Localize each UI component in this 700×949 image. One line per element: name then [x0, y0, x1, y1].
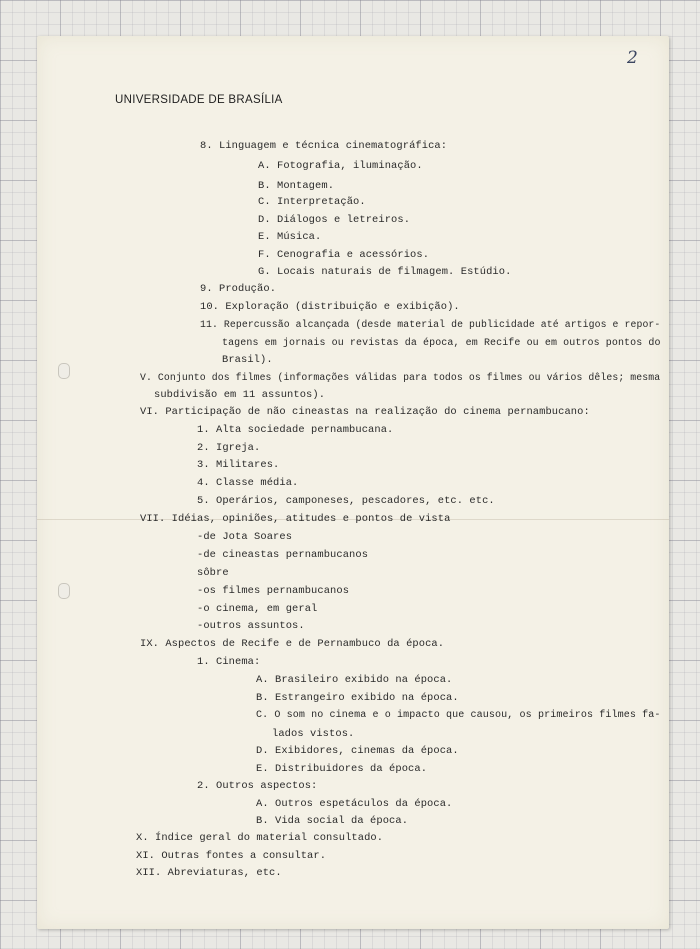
outline-line: X. Índice geral do material consultado. [136, 832, 384, 844]
outline-line: IX. Aspectos de Recife e de Pernambuco da época. [140, 638, 445, 650]
outline-line: tagens em jornais ou revistas da época, em Recife ou em outros pontos do [222, 337, 661, 348]
punch-hole-upper [58, 363, 70, 379]
punch-hole-lower [58, 583, 70, 599]
outline-line: -outros assuntos. [197, 620, 305, 632]
outline-line: subdivisão em 11 assuntos). [154, 389, 326, 401]
outline-line: 2. Outros aspectos: [197, 780, 318, 792]
outline-line: A. Brasileiro exibido na época. [256, 674, 453, 686]
outline-line: 11. Repercussão alcançada (desde material de publicidade até artigos e repor- [200, 319, 661, 330]
outline-line: 9. Produção. [200, 283, 277, 295]
outline-line: 1. Alta sociedade pernambucana. [197, 424, 394, 436]
outline-line: 2. Igreja. [197, 442, 261, 454]
outline-line: XII. Abreviaturas, etc. [136, 867, 282, 879]
outline-line: 5. Operários, camponeses, pescadores, etc. etc. [197, 495, 495, 507]
outline-line: sôbre [197, 567, 229, 579]
outline-line: G. Locais naturais de filmagem. Estúdio. [258, 266, 512, 278]
outline-line: -de cineastas pernambucanos [197, 549, 369, 561]
outline-line: C. Interpretação. [258, 196, 366, 208]
outline-line: 8. Linguagem e técnica cinematográfica: [200, 140, 448, 152]
outline-line: 3. Militares. [197, 459, 280, 471]
outline-line: A. Fotografia, iluminação. [258, 160, 423, 172]
outline-line: -os filmes pernambucanos [197, 585, 350, 597]
outline-line: Brasil). [222, 354, 273, 366]
outline-line: VI. Participação de não cineastas na realização do cinema pernambucano: [140, 406, 590, 418]
outline-line: XI. Outras fontes a consultar. [136, 850, 327, 862]
outline-line: A. Outros espetáculos da época. [256, 798, 453, 810]
outline-line: D. Diálogos e letreiros. [258, 214, 411, 226]
outline-line: D. Exibidores, cinemas da época. [256, 745, 459, 757]
outline-line: 4. Classe média. [197, 477, 299, 489]
outline-line: lados vistos. [272, 728, 355, 740]
outline-line: F. Cenografia e acessórios. [258, 249, 430, 261]
outline-line: E. Música. [258, 231, 322, 243]
outline-line: E. Distribuidores da época. [256, 763, 428, 775]
outline-line: V. Conjunto dos filmes (informações válidas para todos os filmes ou vários dêles; mesma [140, 372, 661, 383]
outline-line: 1. Cinema: [197, 656, 261, 668]
outline-line: B. Vida social da época. [256, 815, 409, 827]
outline-line: -o cinema, em geral [197, 603, 318, 615]
letterhead: UNIVERSIDADE DE BRASÍLIA [115, 94, 283, 106]
outline-line: C. O som no cinema e o impacto que causou, os primeiros filmes fa- [256, 710, 661, 721]
outline-line: 10. Exploração (distribuição e exibição). [200, 301, 460, 313]
outline-line: B. Montagem. [258, 180, 335, 192]
outline-line: VII. Idéias, opiniões, atitudes e pontos de vista [140, 513, 451, 525]
outline-line: -de Jota Soares [197, 531, 293, 543]
outline-line: B. Estrangeiro exibido na época. [256, 692, 459, 704]
page-number: 2 [627, 48, 638, 68]
